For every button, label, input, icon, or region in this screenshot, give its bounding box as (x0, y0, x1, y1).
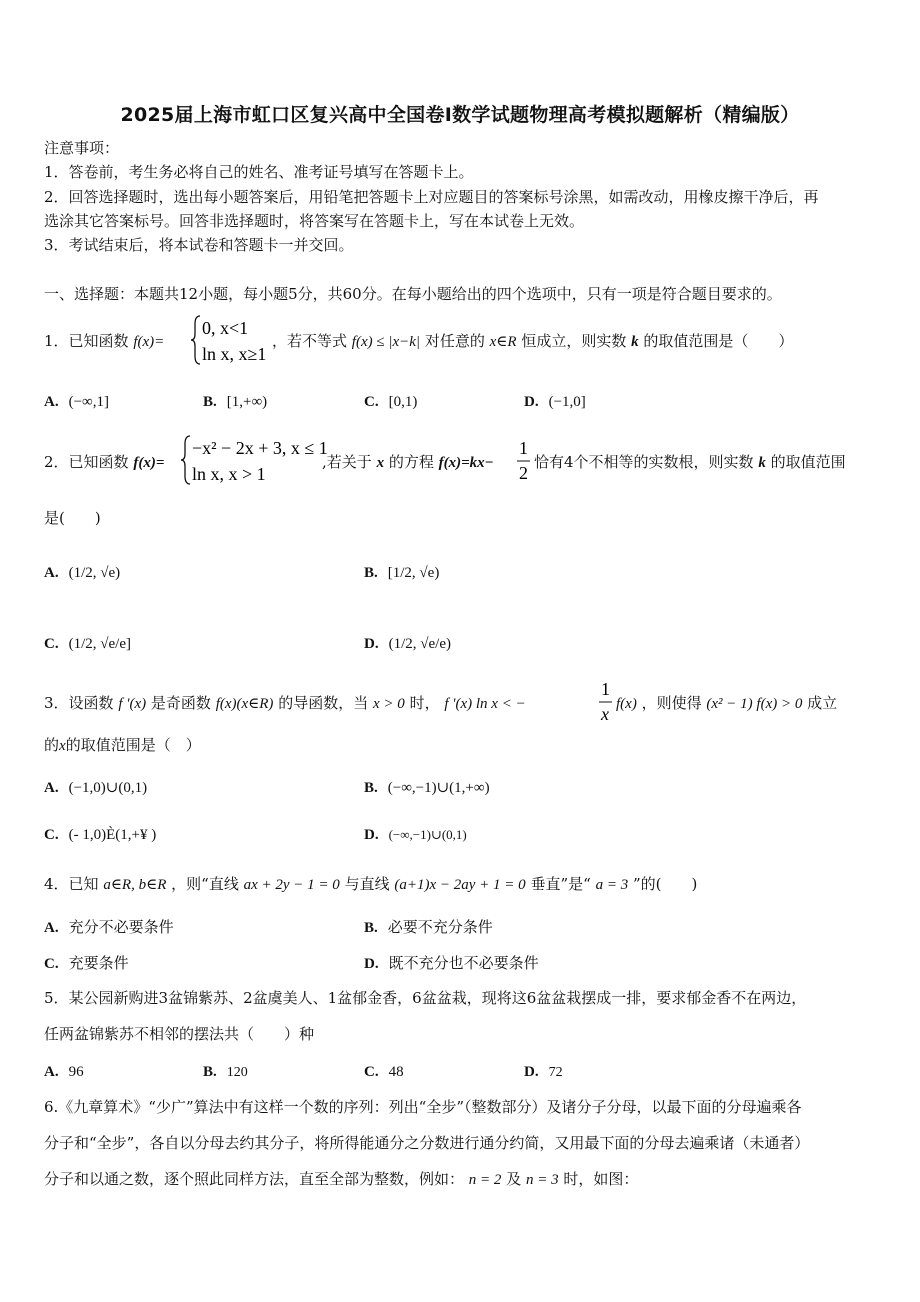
q2-option-b[interactable]: B. [1/2, √e) (364, 565, 440, 581)
question-3 (44, 693, 526, 714)
q1-fx: f(x)= (133, 334, 165, 350)
q3-option-b[interactable]: B. (−∞,−1)∪(1,+∞) (364, 780, 490, 796)
q2-eq: f(x)=kx− (438, 455, 494, 471)
q3-option-d[interactable]: D. (−∞,−1)∪(0,1) (364, 827, 467, 843)
question-1 (44, 331, 164, 352)
q1-case-2: ln x, x≥1 (202, 344, 267, 364)
q2-x: x (376, 455, 385, 471)
q2-half-fraction (516, 438, 532, 484)
q2-tail: 恰有4个不相等的实数根，则实数 (534, 453, 754, 471)
question-6: 6.《九章算术》“少广”算法中有这样一个数的序列：列出“全步”（整数部分）及诸分子分母，以最下面的分母遍乘各 (44, 1098, 802, 1116)
q3-frac-num: 1 (601, 679, 610, 699)
q3-tail: 成立 (807, 694, 838, 712)
q1-mid: ，若不等式 (272, 332, 348, 350)
q1-option-b[interactable]: B. [1,+∞) (203, 394, 268, 410)
question-3-tail (616, 693, 837, 714)
q2-option-a[interactable]: A. (1/2, √e) (44, 565, 121, 581)
question-2 (44, 452, 164, 473)
q2-k: k (758, 455, 766, 471)
q4-line2: (a+1)x − 2ay + 1 = 0 (394, 877, 526, 893)
q4-line1: ax + 2y − 1 = 0 (243, 877, 340, 893)
q1-mid2: 对任意的 (424, 332, 485, 350)
q3-fxr: f(x)(x∈R) (215, 696, 274, 712)
question-1-cont (272, 331, 793, 352)
q2-option-d[interactable]: D. (1/2, √e/e) (364, 636, 451, 652)
section-heading: 一、选择题：本题共12小题，每小题5分，共60分。在每小题给出的四个选项中，只有一项是符合题目要求的。 (44, 285, 782, 303)
notice-item: 选涂其它答案标号。回答非选择题时，将答案写在答题卡上，写在本试卷上无效。 (44, 212, 585, 230)
q3-ineq2: (x² − 1) f(x) > 0 (706, 696, 803, 712)
q3-option-a[interactable]: A. (−1,0)∪(0,1) (44, 780, 148, 796)
q2-mid: ,若关于 (322, 453, 372, 471)
q1-xr: x∈R (489, 334, 517, 350)
q1-tail2: 的取值范围是（ ） (643, 332, 794, 350)
question-3-line2: 的x的取值范围是（ ） (44, 736, 201, 754)
question-2-tail (534, 452, 846, 473)
q1-piecewise (190, 312, 270, 368)
q3-cond: x > 0 (373, 696, 405, 712)
q3-prefix: 3．设函数 (44, 694, 114, 712)
q4-option-b[interactable]: B. 必要不充分条件 (364, 918, 493, 936)
q1-k: k (631, 334, 639, 350)
q3-mid2: 的导函数，当 (278, 694, 369, 712)
q4-option-d[interactable]: D. 既不充分也不必要条件 (364, 954, 539, 972)
q4-option-a[interactable]: A. 充分不必要条件 (44, 918, 174, 936)
question-5: 5．某公园新购进3盆锦紫苏、2盆虞美人、1盆郁金香，6盆盆栽，现将这6盆盆栽摆成一排，要求郁金香不在两边， (44, 989, 807, 1007)
question-5-line2: 任两盆锦紫苏不相邻的摆法共（ ）种 (44, 1025, 315, 1043)
q2-prefix: 2．已知函数 (44, 453, 129, 471)
q3-fp: f '(x) (118, 696, 147, 712)
notice-item: 1．答卷前，考生务必将自己的姓名、准考证号填写在答题卡上。 (44, 163, 474, 181)
q4-cond: a∈R, b∈R (103, 877, 167, 893)
q2-case-2: ln x, x > 1 (192, 464, 266, 484)
q2-half-num: 1 (519, 438, 528, 458)
q2-option-c[interactable]: C. (1/2, √e/e] (44, 636, 131, 652)
q6-n3: n = 3 (526, 1172, 559, 1188)
q1-option-d[interactable]: D. (−1,0] (524, 394, 586, 410)
q6-n2: n = 2 (468, 1172, 502, 1188)
question-6-line3: 分子和以通之数，逐个照此同样方法，直至全部为整数，例如： n = 2 及 n = 3 时，如图： (44, 1170, 639, 1188)
q5-option-b[interactable]: B. 120 (203, 1064, 248, 1080)
question-6-line2: 分子和“全步”，各自以分母去约其分子，将所得能通分之分数进行通分约简，又用最下面的分母去遍乘诸（未通者） (44, 1134, 810, 1152)
question-4: 4．已知 a∈R, b∈R ，则“直线 ax + 2y − 1 = 0 与直线 (a+1)x − 2ay + 1 = 0 垂直”是“ a = 3 ”的( ) (44, 875, 698, 893)
q5-option-d[interactable]: D. 72 (524, 1064, 563, 1080)
q1-option-c[interactable]: C. [0,1) (364, 394, 418, 410)
notice-item: 2．回答选择题时，选出每小题答案后，用铅笔把答题卡上对应题目的答案标号涂黑，如需改动，用橡皮擦干净后，再 (44, 188, 819, 206)
notice-heading: 注意事项： (44, 139, 120, 157)
q2-piecewise (180, 432, 328, 488)
q1-tail: 恒成立，则实数 (521, 332, 627, 350)
q4-aval: a = 3 (595, 877, 629, 893)
question-2-line2: 是( ) (44, 509, 101, 527)
q2-mid2: 的方程 (388, 453, 434, 471)
q3-frac-den: x (601, 704, 609, 724)
q2-tail2: 的取值范围 (770, 453, 846, 471)
q3-mid4: ，则使得 (641, 694, 702, 712)
q1-case-1: 0, x<1 (202, 318, 249, 338)
q1-ineq: f(x) ≤ |x−k| (351, 334, 421, 350)
question-2-cont (322, 452, 494, 473)
q5-option-a[interactable]: A. 96 (44, 1064, 84, 1080)
q1-option-a[interactable]: A. (−∞,1] (44, 394, 109, 410)
q3-option-c[interactable]: C. (- 1,0)È(1,+¥ ) (44, 827, 157, 843)
q3-mid3: 时， (409, 694, 440, 712)
q2-fx: f(x)= (133, 455, 165, 471)
page-title: 2025届上海市虹口区复兴高中全国卷Ⅰ数学试题物理高考模拟题解析（精编版） (120, 104, 800, 126)
q2-case-1: −x² − 2x + 3, x ≤ 1 (192, 438, 328, 458)
q2-half-den: 2 (519, 463, 528, 483)
q3-ineq: f '(x) ln x < − (444, 696, 526, 712)
q4-option-c[interactable]: C. 充要条件 (44, 954, 129, 972)
q5-option-c[interactable]: C. 48 (364, 1064, 404, 1080)
q3-fx-tail: f(x) (616, 696, 637, 712)
q1-prefix: 1．已知函数 (44, 332, 129, 350)
q3-mid: 是奇函数 (150, 694, 211, 712)
notice-item: 3．考试结束后，将本试卷和答题卡一并交回。 (44, 236, 354, 254)
q3-fraction (598, 679, 614, 725)
